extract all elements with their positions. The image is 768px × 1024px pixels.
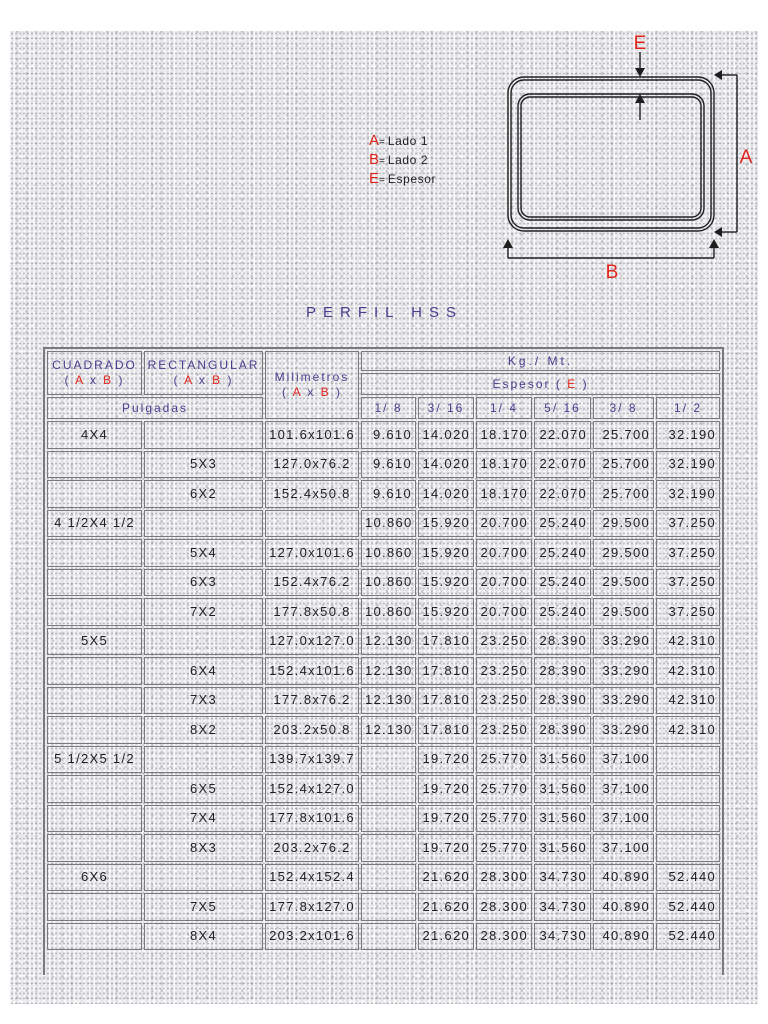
dimension-legend [369,131,436,188]
header-row-1 [47,351,720,371]
dimension-a-top-arrowhead [714,70,722,80]
thickness-header-5-16: 5/ 16 [534,397,591,419]
table-row [47,893,720,921]
milimetros-cell: 203.2x76.2 [265,834,359,862]
cuadrado-cell: 4 1/2X4 1/2 [47,510,142,538]
kg-per-meter-cell: 19.720 [418,746,474,774]
table-body [47,421,720,950]
kg-per-meter-cell: 28.300 [476,893,532,921]
axb-open-paren: ( [64,373,71,387]
espesor-close-paren: ) [582,376,589,391]
rectangular-cell: 8X2 [144,716,263,744]
cuadrado-cell [47,539,142,567]
milimetros-cell: 177.8x76.2 [265,687,359,715]
axb-open-paren: ( [173,373,180,387]
table-row [47,746,720,774]
kg-per-meter-cell: 40.890 [593,864,654,892]
outer-wall-outline [508,77,714,231]
kg-per-meter-cell: 12.130 [361,687,416,715]
kg-per-meter-cell: 28.390 [534,628,591,656]
milimetros-cell: 101.6x101.6 [265,421,359,449]
cuadrado-cell [47,834,142,862]
kg-per-meter-cell: 17.810 [418,716,474,744]
kg-per-meter-cell: 22.070 [534,421,591,449]
table-row [47,864,720,892]
kg-per-meter-cell: 34.730 [534,893,591,921]
rectangular-cell: 7X2 [144,598,263,626]
header-kg-mt [361,351,720,371]
legend-letter: A [369,132,380,149]
cuadrado-cell [47,687,142,715]
kg-per-meter-cell: 22.070 [534,451,591,479]
kg-per-meter-cell: 9.610 [361,451,416,479]
kg-per-meter-cell [656,805,720,833]
cuadrado-cell: 5X5 [47,628,142,656]
kg-per-meter-cell: 20.700 [476,598,532,626]
cuadrado-cell: 5 1/2X5 1/2 [47,746,142,774]
table-bottom-extension [43,952,724,975]
rectangular-cell: 7X4 [144,805,263,833]
axb-times: x [89,373,98,387]
cuadrado-cell [47,716,142,744]
milimetros-cell: 152.4x127.0 [265,775,359,803]
kg-per-meter-cell: 18.170 [476,421,532,449]
kg-per-meter-cell [361,893,416,921]
inner-wall-outline [518,94,704,220]
kg-per-meter-cell: 18.170 [476,480,532,508]
kg-per-meter-cell: 10.860 [361,539,416,567]
kg-per-meter-cell: 19.720 [418,775,474,803]
kg-per-meter-cell: 29.500 [593,569,654,597]
kg-per-meter-cell: 15.920 [418,598,474,626]
rectangular-cell: 6X3 [144,569,263,597]
table-row [47,716,720,744]
kg-per-meter-cell: 28.300 [476,923,532,951]
milimetros-cell: 139.7x139.7 [265,746,359,774]
kg-per-meter-cell [361,746,416,774]
legend-item-a [369,131,436,150]
kg-per-meter-cell: 12.130 [361,628,416,656]
kg-per-meter-cell: 9.610 [361,480,416,508]
kg-per-meter-cell: 29.500 [593,598,654,626]
kg-per-meter-cell: 18.170 [476,451,532,479]
kg-per-meter-cell [656,746,720,774]
thickness-header-3-8: 3/ 8 [593,397,654,419]
kg-per-meter-cell: 52.440 [656,864,720,892]
kg-per-meter-cell: 34.730 [534,923,591,951]
dimension-a-bottom-arrowhead [714,227,722,237]
kg-per-meter-cell: 40.890 [593,923,654,951]
header-pulgadas: Pulgadas [47,397,263,419]
kg-per-meter-cell: 37.250 [656,539,720,567]
kg-per-meter-cell: 17.810 [418,657,474,685]
kg-per-meter-cell: 52.440 [656,893,720,921]
kg-per-meter-cell: 33.290 [593,687,654,715]
kg-per-meter-cell: 10.860 [361,510,416,538]
rectangular-cell: 7X5 [144,893,263,921]
kg-per-meter-cell [361,775,416,803]
axb-times: x [307,385,316,399]
header-cuadrado [47,351,142,395]
kg-per-meter-cell: 20.700 [476,569,532,597]
kg-per-meter-cell: 34.730 [534,864,591,892]
thickness-header-1-4: 1/ 4 [476,397,532,419]
kg-per-meter-cell: 25.700 [593,480,654,508]
kg-per-meter-cell: 15.920 [418,569,474,597]
hss-weight-table [43,347,724,952]
rectangular-cell [144,510,263,538]
kg-per-meter-cell: 33.290 [593,628,654,656]
legend-item-e [369,169,436,188]
milimetros-cell: 127.0x101.6 [265,539,359,567]
kg-per-meter-cell: 37.100 [593,834,654,862]
cuadrado-cell: 6X6 [47,864,142,892]
milimetros-cell: 177.8x127.0 [265,893,359,921]
table-row [47,598,720,626]
kg-per-meter-cell: 32.190 [656,480,720,508]
axb-close-paren: ) [118,373,125,387]
kg-per-meter-cell: 25.240 [534,598,591,626]
milimetros-cell: 152.4x50.8 [265,480,359,508]
kg-per-meter-cell: 23.250 [476,657,532,685]
cuadrado-cell [47,893,142,921]
header-espesor [361,373,720,395]
kg-per-meter-cell [361,864,416,892]
rectangular-cell [144,628,263,656]
kg-per-meter-cell: 15.920 [418,539,474,567]
cuadrado-cell [47,451,142,479]
legend-letter: E [369,170,380,187]
header-espesor-label: Espesor [492,376,551,391]
rectangular-cell: 8X4 [144,923,263,951]
milimetros-cell: 177.8x101.6 [265,805,359,833]
kg-per-meter-cell: 28.390 [534,687,591,715]
label-a: A [739,147,753,168]
rectangular-cell [144,746,263,774]
cuadrado-cell [47,569,142,597]
kg-per-meter-cell: 37.250 [656,510,720,538]
kg-per-meter-cell: 28.300 [476,864,532,892]
table-row [47,687,720,715]
kg-per-meter-cell: 20.700 [476,539,532,567]
header-rectangular-axb [145,373,262,388]
cuadrado-cell [47,923,142,951]
thickness-arrow-outer-head [635,68,645,77]
kg-per-meter-cell: 21.620 [418,864,474,892]
legend-equals: = [379,175,385,186]
kg-per-meter-cell: 37.100 [593,775,654,803]
kg-per-meter-cell: 32.190 [656,421,720,449]
rectangular-cell: 6X4 [144,657,263,685]
hss-profile-diagram [490,25,760,287]
kg-per-meter-cell: 23.250 [476,716,532,744]
milimetros-cell: 203.2x50.8 [265,716,359,744]
rectangular-cell: 8X3 [144,834,263,862]
milimetros-cell: 152.4x76.2 [265,569,359,597]
kg-per-meter-cell: 25.240 [534,539,591,567]
kg-per-meter-cell: 25.700 [593,451,654,479]
axb-letter-b: B [212,373,223,387]
kg-per-meter-cell: 33.290 [593,657,654,685]
outer-wall-second-line [511,80,711,228]
axb-close-paren: ) [336,385,343,399]
kg-per-meter-cell: 37.100 [593,746,654,774]
header-row-3 [47,397,720,419]
legend-letter: B [369,151,380,168]
cuadrado-cell [47,657,142,685]
table-row [47,569,720,597]
kg-per-meter-cell: 10.860 [361,598,416,626]
header-cuadrado-axb [48,373,141,388]
dimension-b-right-arrowhead [709,239,719,248]
kg-per-meter-cell: 37.250 [656,569,720,597]
cuadrado-cell [47,598,142,626]
header-rectangular [144,351,263,395]
thickness-header-1-2: 1/ 2 [656,397,720,419]
thickness-header-1-8: 1/ 8 [361,397,416,419]
rectangular-cell: 5X4 [144,539,263,567]
milimetros-cell: 152.4x101.6 [265,657,359,685]
table-row [47,539,720,567]
kg-per-meter-cell: 37.250 [656,598,720,626]
table-row [47,510,720,538]
axb-letter-a: A [184,373,194,387]
kg-per-meter-cell: 25.770 [476,746,532,774]
milimetros-cell [265,510,359,538]
kg-per-meter-cell: 21.620 [418,893,474,921]
inner-wall-second-line [521,97,701,217]
kg-per-meter-cell: 42.310 [656,716,720,744]
header-rectangular-label: RECTANGULAR [147,358,260,372]
milimetros-cell: 203.2x101.6 [265,923,359,951]
table-row [47,451,720,479]
kg-per-meter-cell: 31.560 [534,834,591,862]
kg-per-meter-cell: 14.020 [418,480,474,508]
axb-close-paren: ) [227,373,234,387]
kg-per-meter-cell [656,775,720,803]
kg-per-meter-cell: 22.070 [534,480,591,508]
header-cuadrado-label: CUADRADO [52,358,137,372]
axb-letter-b: B [103,373,114,387]
espesor-letter-e: E [567,376,578,391]
kg-per-meter-cell: 25.770 [476,775,532,803]
kg-per-meter-cell: 25.770 [476,834,532,862]
kg-per-meter-cell: 25.770 [476,805,532,833]
kg-per-meter-cell: 28.390 [534,657,591,685]
kg-per-meter-cell: 52.440 [656,923,720,951]
kg-per-meter-cell: 31.560 [534,746,591,774]
cuadrado-cell [47,775,142,803]
kg-per-meter-cell: 42.310 [656,657,720,685]
legend-description: Lado 2 [387,153,429,167]
kg-per-meter-cell: 33.290 [593,716,654,744]
rectangular-cell [144,421,263,449]
kg-per-meter-cell [656,834,720,862]
kg-per-meter-cell [361,923,416,951]
kg-per-meter-cell: 28.390 [534,716,591,744]
kg-per-meter-cell: 21.620 [418,923,474,951]
kg-per-meter-cell: 10.860 [361,569,416,597]
kg-per-meter-cell: 17.810 [418,687,474,715]
axb-letter-a: A [75,373,85,387]
header-milimetros-label: Milimetros [274,370,350,384]
axb-times: x [198,373,207,387]
kg-per-meter-cell: 14.020 [418,421,474,449]
kg-per-meter-cell [361,834,416,862]
kg-per-meter-cell: 42.310 [656,628,720,656]
table-row [47,421,720,449]
cuadrado-cell [47,805,142,833]
cuadrado-cell: 4X4 [47,421,142,449]
kg-per-meter-cell: 29.500 [593,510,654,538]
kg-per-meter-cell: 31.560 [534,775,591,803]
table-row [47,834,720,862]
legend-description: Espesor [387,172,437,186]
rectangular-cell: 6X2 [144,480,263,508]
label-b: B [605,262,619,283]
kg-per-meter-cell: 31.560 [534,805,591,833]
kg-per-meter-cell [361,805,416,833]
kg-per-meter-cell: 12.130 [361,657,416,685]
table-row [47,805,720,833]
page-title: PERFIL HSS [306,304,463,321]
kg-per-meter-cell: 20.700 [476,510,532,538]
kg-per-meter-cell: 17.810 [418,628,474,656]
kg-per-meter-cell: 42.310 [656,687,720,715]
thickness-arrow-inner-head [635,94,645,103]
kg-per-meter-cell: 25.700 [593,421,654,449]
rectangular-cell: 5X3 [144,451,263,479]
kg-per-meter-cell: 23.250 [476,628,532,656]
table-row [47,923,720,951]
axb-letter-b: B [320,385,331,399]
legend-equals: = [379,137,385,148]
kg-per-meter-cell: 32.190 [656,451,720,479]
rectangular-cell: 7X3 [144,687,263,715]
header-milimetros-axb [266,385,358,400]
table-row [47,657,720,685]
cuadrado-cell [47,480,142,508]
kg-per-meter-cell: 25.240 [534,569,591,597]
thickness-header-3-16: 3/ 16 [418,397,474,419]
label-e: E [633,33,647,54]
espesor-open-paren: ( [555,376,562,391]
kg-per-meter-cell: 40.890 [593,893,654,921]
kg-per-meter-cell: 14.020 [418,451,474,479]
axb-open-paren: ( [281,385,288,399]
legend-item-b [369,150,436,169]
kg-per-meter-cell: 23.250 [476,687,532,715]
axb-letter-a: A [292,385,302,399]
header-milimetros [265,351,359,419]
header-kg-mt-label: Kg./ Mt. [507,353,574,368]
kg-per-meter-cell: 15.920 [418,510,474,538]
legend-equals: = [379,156,385,167]
kg-per-meter-cell: 19.720 [418,805,474,833]
milimetros-cell: 127.0x127.0 [265,628,359,656]
kg-per-meter-cell: 12.130 [361,716,416,744]
rectangular-cell: 6X5 [144,775,263,803]
legend-description: Lado 1 [387,134,429,148]
table-row [47,480,720,508]
kg-per-meter-cell: 37.100 [593,805,654,833]
kg-per-meter-cell: 29.500 [593,539,654,567]
dimension-b-left-arrowhead [503,239,513,248]
milimetros-cell: 152.4x152.4 [265,864,359,892]
table-row [47,628,720,656]
rectangular-cell [144,864,263,892]
milimetros-cell: 127.0x76.2 [265,451,359,479]
table-row [47,775,720,803]
kg-per-meter-cell: 25.240 [534,510,591,538]
kg-per-meter-cell: 9.610 [361,421,416,449]
kg-per-meter-cell: 19.720 [418,834,474,862]
milimetros-cell: 177.8x50.8 [265,598,359,626]
